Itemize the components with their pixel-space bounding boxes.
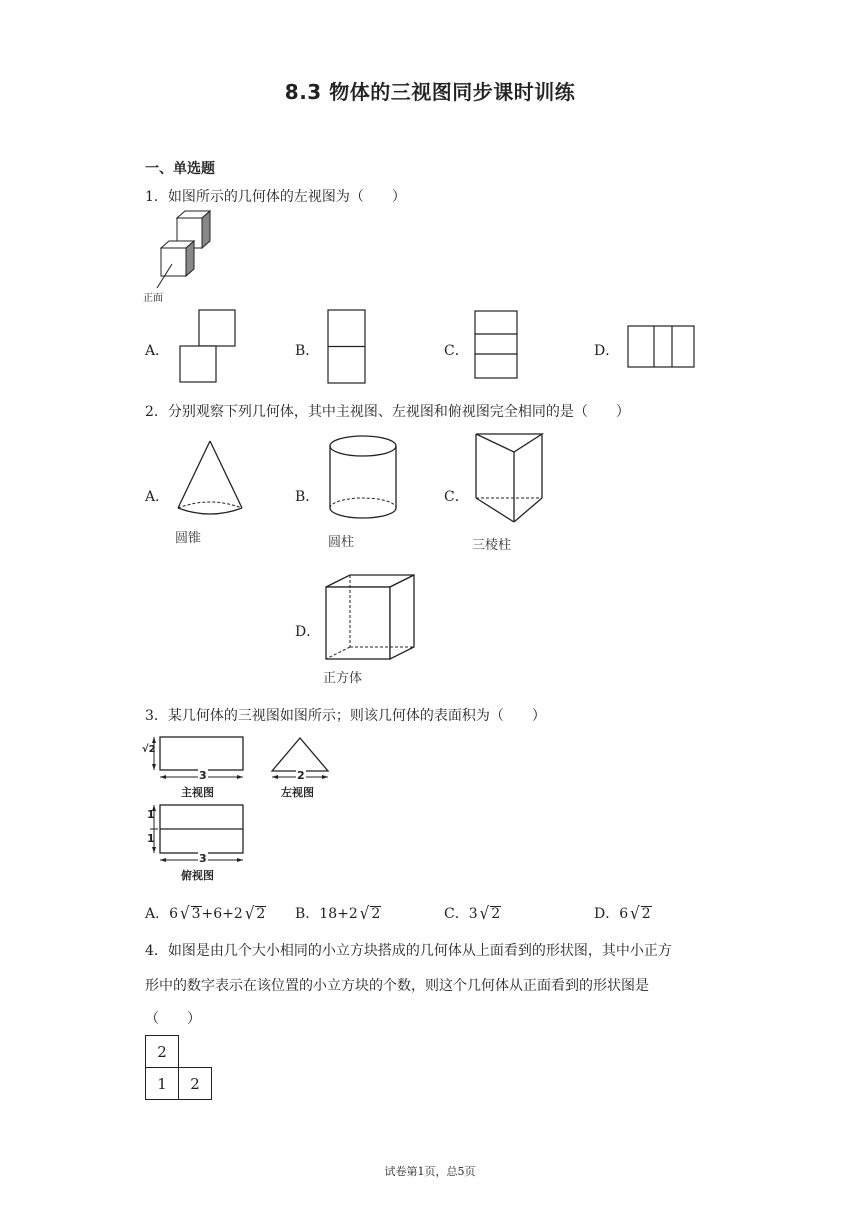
q1-option-a-label[interactable]: A．	[145, 343, 170, 359]
q3-sqrt-dim: √2	[142, 744, 156, 755]
question-4-line-2: 形中的数字表示在该位置的小立方块的个数，则这个几何体从正面看到的形状图是	[145, 978, 649, 994]
q3-radical-sign: √	[359, 902, 370, 924]
q3-option-d[interactable]	[594, 903, 652, 923]
q3-option-c-radicand: 2	[491, 906, 501, 922]
q3-front-width: 3	[199, 769, 207, 782]
page-footer: 试卷第1页，总5页	[384, 1165, 476, 1178]
question-2-text: 2．分别观察下列几何体，其中主视图、左视图和俯视图完全相同的是（ ）	[145, 404, 630, 420]
section-heading: 一、单选题	[145, 161, 215, 177]
q3-option-a-radicand-2: 2	[256, 906, 266, 922]
q1-option-d-label[interactable]: D．	[594, 343, 620, 359]
q3-top-view-figure	[142, 804, 246, 868]
question-4-line-3: （ ）	[145, 1011, 201, 1027]
q3-option-c-label: C．	[444, 906, 469, 922]
q3-front-view-figure	[142, 735, 246, 783]
q4-grid-cell-bottom-right: 2	[179, 1068, 212, 1100]
question-1-text: 1．如图所示的几何体的左视图为（ ）	[145, 189, 406, 205]
q3-option-a-label: A．	[145, 906, 170, 922]
q2-prism-caption: 三棱柱	[472, 538, 512, 553]
q3-option-a-radicand: 3	[191, 906, 201, 922]
q1-option-b-figure[interactable]	[326, 309, 368, 385]
question-4-line-1: 4．如图是由几个大小相同的小立方块搭成的几何体从上面看到的形状图，其中小正方	[145, 943, 672, 959]
q3-option-c-pre: 3	[468, 906, 478, 922]
q3-top-dim-1a: 1	[147, 808, 155, 821]
q1-front-label: 正面	[143, 293, 163, 304]
q4-grid-cell-top: 2	[146, 1036, 179, 1068]
q3-option-a-coef: 6	[169, 906, 179, 922]
q3-option-b-label: B．	[295, 906, 320, 922]
q2-cone-caption: 圆锥	[175, 531, 202, 546]
q4-grid-empty	[179, 1036, 212, 1068]
q1-option-b-label[interactable]: B．	[295, 343, 320, 359]
q3-option-b-pre: 18+2	[319, 906, 358, 922]
q2-cube-caption: 正方体	[323, 671, 363, 686]
q4-grid-cell-bottom-left: 1	[146, 1068, 179, 1100]
q3-top-width: 3	[199, 852, 207, 865]
q3-left-width: 2	[297, 769, 305, 782]
q3-sqrt-radicand: 2	[148, 744, 156, 755]
q2-triangular-prism-figure[interactable]	[474, 432, 546, 526]
q2-option-d-label[interactable]: D．	[295, 624, 321, 640]
q2-option-b-label[interactable]: B．	[295, 489, 320, 505]
q2-cylinder-figure[interactable]	[327, 434, 399, 524]
q3-radical-sign: √	[479, 902, 490, 924]
q3-option-a[interactable]	[145, 903, 266, 923]
q1-option-c-label[interactable]: C．	[444, 343, 469, 359]
q3-option-c[interactable]	[444, 903, 501, 923]
q2-cylinder-caption: 圆柱	[328, 535, 355, 550]
q3-radical-sign: √	[180, 902, 190, 924]
q3-radical-sign: √	[244, 902, 255, 924]
q2-cone-figure[interactable]	[174, 438, 246, 520]
q1-option-a-figure[interactable]	[178, 309, 238, 385]
question-3-text: 3．某几何体的三视图如图所示；则该几何体的表面积为（ ）	[145, 708, 546, 724]
q3-top-dim-1b: 1	[147, 832, 155, 845]
q2-option-c-label[interactable]: C．	[444, 489, 469, 505]
q1-option-d-figure[interactable]	[627, 325, 703, 369]
q3-option-b[interactable]	[295, 903, 381, 923]
q3-option-d-pre: 6	[619, 906, 629, 922]
page-title: 8.3 物体的三视图同步课时训练	[284, 80, 576, 104]
q3-option-d-radicand: 2	[641, 906, 651, 922]
q3-option-a-mid: +6+2	[201, 906, 243, 922]
q2-cube-figure[interactable]	[324, 573, 418, 663]
q1-option-c-figure[interactable]	[474, 310, 520, 380]
q3-option-d-label: D．	[594, 906, 620, 922]
q3-left-view-label: 左视图	[281, 786, 314, 799]
q2-option-a-label[interactable]: A．	[145, 489, 170, 505]
q3-front-view-label: 主视图	[181, 786, 214, 799]
q4-top-view-grid	[145, 1035, 212, 1100]
q3-option-b-radicand: 2	[371, 906, 381, 922]
q3-radical-sign: √	[630, 902, 640, 924]
q3-top-view-label: 俯视图	[181, 869, 214, 882]
